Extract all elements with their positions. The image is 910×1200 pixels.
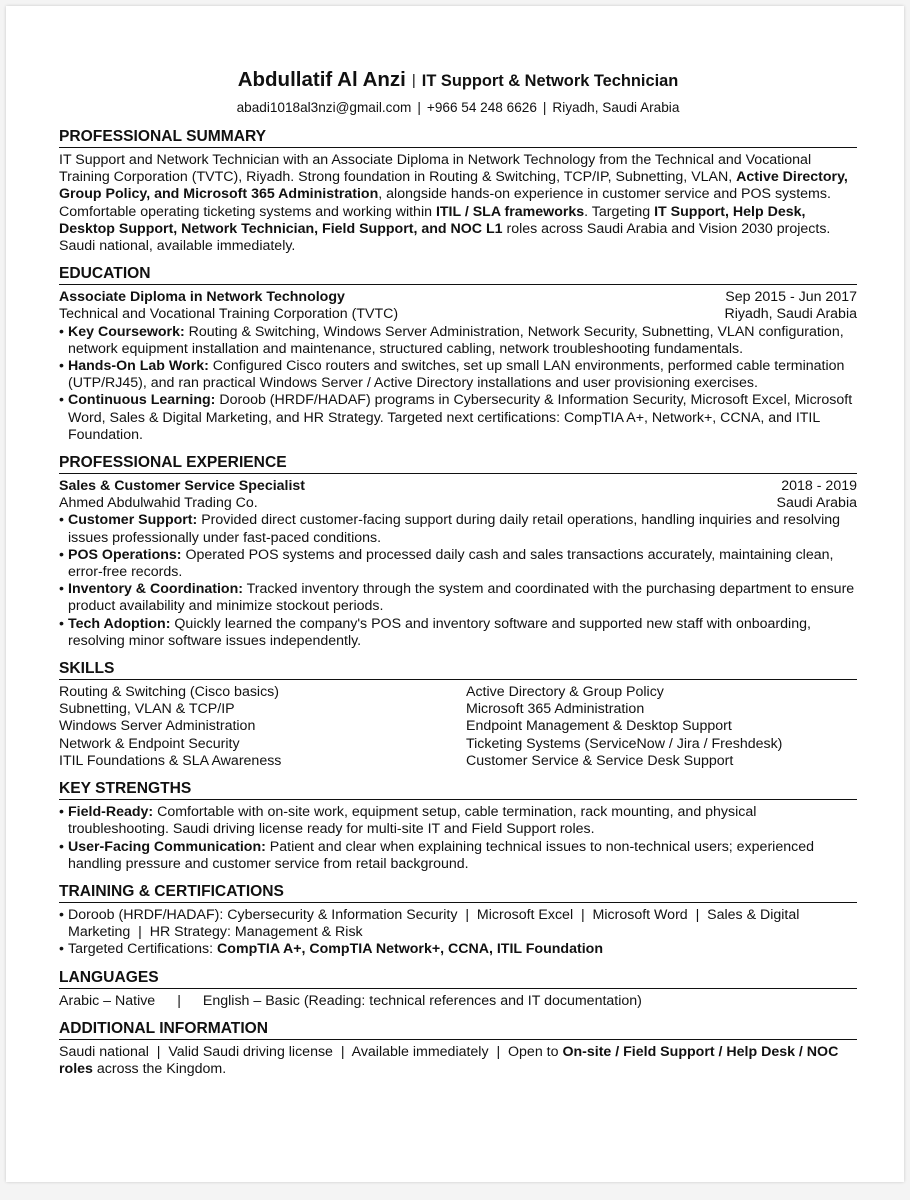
- summary-text: [59, 152, 857, 255]
- skill-item: Microsoft 365 Administration: [466, 701, 645, 718]
- education-dates: Sep 2015 - Jun 2017: [725, 289, 857, 306]
- experience-bullets: [59, 512, 857, 650]
- training-label: Targeted Certifications:: [68, 941, 218, 958]
- summary-section: [59, 127, 857, 255]
- experience-row: [59, 478, 857, 495]
- section-title: PROFESSIONAL SUMMARY: [59, 127, 857, 148]
- list-item: [59, 616, 857, 650]
- additional-text: [59, 1044, 857, 1078]
- summary-bold: ITIL / SLA frameworks: [435, 203, 585, 220]
- language-item: English – Basic (Reading: technical references and IT documentation): [202, 992, 642, 1009]
- summary-part: roles across Saudi Arabia and Vision 2030 projects. Saudi national, available immediately.: [59, 220, 831, 255]
- bullet-text: Quickly learned the company's POS and inventory software and supported new staff with onboarding, resolving minor software issues independently.: [68, 615, 811, 649]
- company-location: Saudi Arabia: [776, 495, 857, 512]
- skill-item: Customer Service & Service Desk Support: [466, 752, 734, 769]
- training-certs: CompTIA A+, CompTIA Network+, CCNA, ITIL Foundation: [217, 941, 603, 958]
- skill-item: Active Directory & Group Policy: [466, 684, 664, 701]
- bullet-label: Inventory & Coordination:: [68, 581, 243, 598]
- name-title-line: [59, 68, 857, 94]
- skill-item: ITIL Foundations & SLA Awareness: [59, 752, 282, 769]
- skills-column-left: [59, 684, 458, 770]
- education-bullets: [59, 324, 857, 444]
- list-item: [59, 358, 857, 392]
- list-item: [59, 804, 857, 838]
- school: Technical and Vocational Training Corporation (TVTC): [59, 306, 399, 323]
- languages-section: [59, 968, 857, 1010]
- contact-separator: |: [417, 100, 421, 115]
- bullet-label: Tech Adoption:: [68, 615, 171, 632]
- training-section: [59, 882, 857, 959]
- strengths-bullets: [59, 804, 857, 873]
- skill-item: Routing & Switching (Cisco basics): [59, 684, 279, 701]
- skill-item: Ticketing Systems (ServiceNow / Jira / Freshdesk): [466, 735, 783, 752]
- job-title: IT Support & Network Technician: [421, 72, 679, 90]
- experience-dates: 2018 - 2019: [781, 478, 857, 495]
- education-row: [59, 306, 857, 323]
- languages-line: [59, 993, 857, 1010]
- resume-header: [59, 68, 857, 119]
- bullet-label: POS Operations:: [68, 546, 182, 563]
- language-separator: |: [177, 992, 181, 1009]
- bullet-label: Hands-On Lab Work:: [68, 358, 209, 375]
- bullet-text: Configured Cisco routers and switches, set up small LAN environments, performed cable termination (UTP/RJ45), and ran practical Windows Server / Active Directory installations and user provisioning exercises.: [68, 358, 845, 392]
- skill-item: Endpoint Management & Desktop Support: [466, 718, 732, 735]
- summary-bold: IT Support, Help Desk, Desktop Support, Network Technician, Field Support, and NOC L1: [59, 203, 806, 237]
- bullet-text: Patient and clear when explaining technical issues to non-technical users; experienced handling pressure and customer service from retail background.: [68, 838, 814, 872]
- bullet-text: Doroob (HRDF/HADAF) programs in Cybersecurity & Information Security, Microsoft Excel, Microsoft Word, Sales & Digital Marketing, and HR Strategy. Targeted next certifications: CompTIA A+, Network+, CCNA, and ITIL Foundation.: [68, 392, 853, 443]
- section-title: KEY STRENGTHS: [59, 779, 857, 800]
- education-section: [59, 264, 857, 444]
- skill-item: Subnetting, VLAN & TCP/IP: [59, 701, 235, 718]
- section-title: PROFESSIONAL EXPERIENCE: [59, 453, 857, 474]
- resume-content: [59, 68, 857, 1078]
- list-item: [59, 941, 857, 958]
- email: abadi1018al3nzi@gmail.com: [236, 100, 412, 115]
- bullet-text: Operated POS systems and processed daily cash and sales transactions accurately, maintaining clean, error-free records.: [68, 546, 834, 581]
- bullet-label: User-Facing Communication:: [68, 838, 266, 855]
- experience-row: [59, 495, 857, 512]
- section-title: SKILLS: [59, 659, 857, 680]
- summary-part: . Targeting: [584, 203, 655, 220]
- summary-part: , alongside hands-on experience in customer service and POS systems. Comfortable operating ticketing systems and working within: [59, 186, 831, 220]
- section-title: ADDITIONAL INFORMATION: [59, 1019, 857, 1040]
- school-location: Riyadh, Saudi Arabia: [724, 306, 857, 323]
- resume-page: [6, 6, 904, 1182]
- training-line: Doroob (HRDF/HADAF): Cybersecurity & Information Security | Microsoft Excel | Microsoft Word | Sales & Digital Marketing | HR Strategy: Management & Risk: [68, 906, 804, 941]
- bullet-text: Comfortable with on-site work, equipment setup, cable termination, rack mounting, and physical troubleshooting. Saudi driving license ready for multi-site IT and Field Support roles.: [68, 804, 757, 838]
- degree: Associate Diploma in Network Technology: [59, 289, 345, 306]
- bullet-text: Tracked inventory through the system and coordinated with the purchasing department to ensure product availability and minimize stockout periods.: [68, 581, 855, 615]
- candidate-name: Abdullatif Al Anzi: [237, 68, 406, 91]
- skills-column-right: [458, 684, 857, 770]
- contact-separator: |: [542, 100, 547, 115]
- additional-section: [59, 1019, 857, 1078]
- skill-item: Network & Endpoint Security: [59, 735, 240, 752]
- list-item: [59, 392, 857, 444]
- list-item: [59, 512, 857, 546]
- list-item: [59, 839, 857, 873]
- training-bullets: [59, 907, 857, 959]
- contact-line: [59, 97, 857, 119]
- skills-grid: [59, 684, 857, 770]
- additional-part: Saudi national | Valid Saudi driving license | Available immediately | Open to: [59, 1043, 563, 1060]
- list-item: [59, 324, 857, 358]
- list-item: [59, 581, 857, 615]
- education-row: [59, 289, 857, 306]
- bullet-label: Customer Support:: [68, 512, 198, 529]
- company: Ahmed Abdulwahid Trading Co.: [59, 495, 258, 512]
- section-title: TRAINING & CERTIFICATIONS: [59, 882, 857, 903]
- skill-item: Windows Server Administration: [59, 718, 256, 735]
- bullet-label: Field-Ready:: [68, 804, 154, 821]
- bullet-text: Provided direct customer-facing support during daily retail operations, handling inquiries and resolving issues professionally under fast-paced conditions.: [68, 512, 840, 546]
- language-item: Arabic – Native: [59, 992, 156, 1009]
- role: Sales & Customer Service Specialist: [59, 478, 306, 495]
- list-item: [59, 907, 857, 941]
- skills-section: [59, 659, 857, 770]
- section-title: EDUCATION: [59, 264, 857, 285]
- strengths-section: [59, 779, 857, 873]
- experience-section: [59, 453, 857, 650]
- name-separator: |: [411, 72, 416, 89]
- location: Riyadh, Saudi Arabia: [552, 100, 680, 115]
- section-title: LANGUAGES: [59, 968, 857, 989]
- bullet-text: Routing & Switching, Windows Server Administration, Network Security, Subnetting, VLAN configuration, network equipment installation and maintenance, structured cabling, network troubleshooting fundamentals.: [68, 323, 844, 357]
- phone: +966 54 248 6626: [426, 100, 537, 115]
- additional-bold: On-site / Field Support / Help Desk / NOC roles: [59, 1043, 843, 1077]
- bullet-label: Continuous Learning:: [68, 392, 216, 409]
- summary-bold: Active Directory, Group Policy, and Microsoft 365 Administration: [59, 169, 848, 203]
- bullet-label: Key Coursework:: [68, 323, 185, 340]
- additional-part: across the Kingdom.: [92, 1060, 227, 1077]
- list-item: [59, 547, 857, 581]
- summary-part: IT Support and Network Technician with an Associate Diploma in Network Technology from the Technical and Vocational Training Corporation (TVTC), Riyadh. Strong foundation in Routing & Switching, TCP/IP, Subnetting, VLAN,: [59, 152, 812, 186]
